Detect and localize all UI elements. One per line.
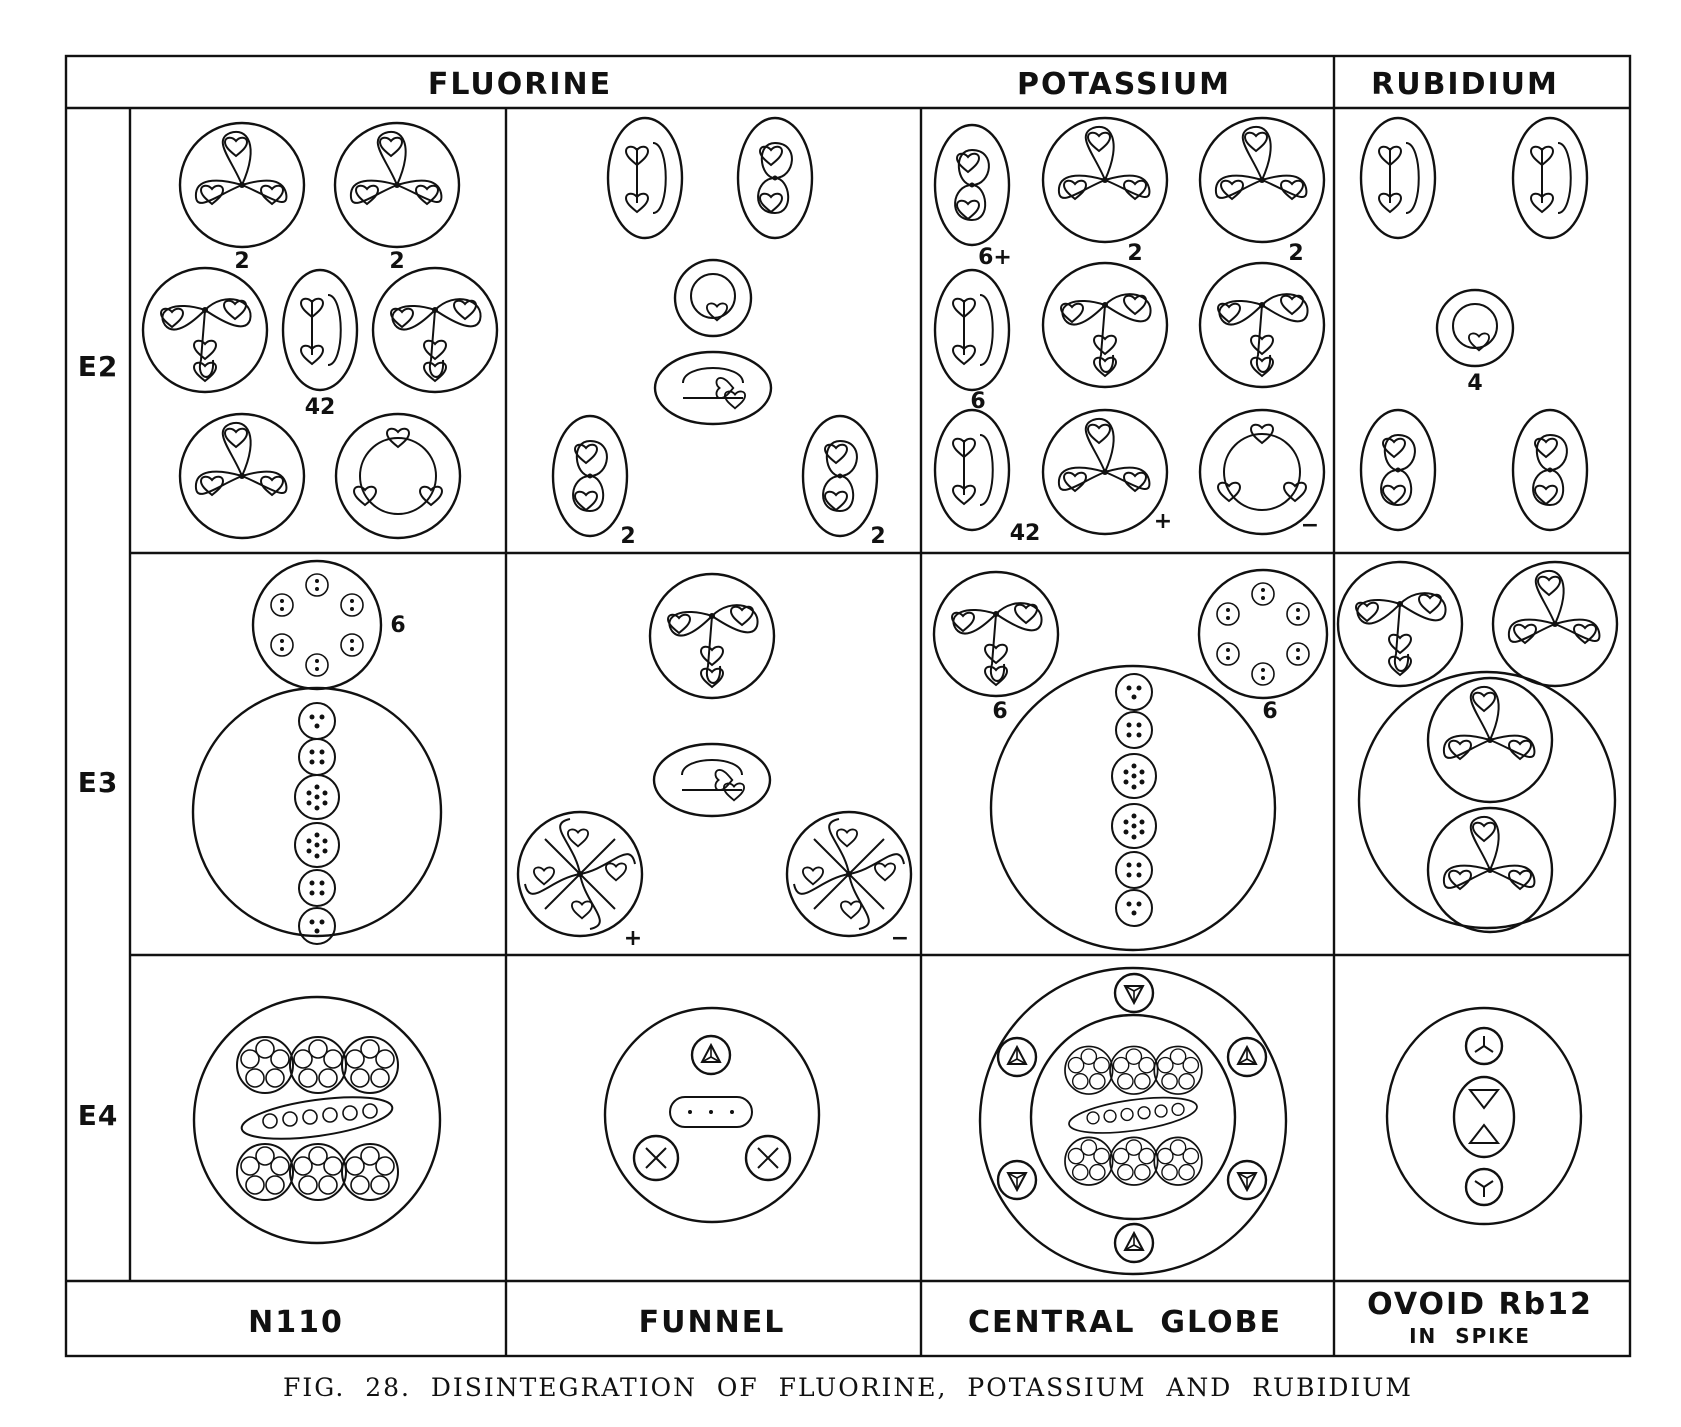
count-label: 42 — [1009, 521, 1041, 546]
count-label: 6 — [992, 699, 1008, 724]
hexad-body — [253, 561, 381, 689]
count-label: 2 — [1127, 241, 1143, 266]
duad-body — [935, 125, 1009, 245]
duad-body — [655, 352, 771, 424]
e4-rubidium-cell — [1387, 1008, 1581, 1224]
duad-body — [608, 118, 682, 238]
outer-sphere — [605, 1008, 819, 1222]
row-label-e2: E2 — [77, 350, 119, 383]
e4-fluorine-funnel-cell — [605, 1008, 819, 1222]
single-body — [675, 260, 751, 336]
triad-body — [1043, 263, 1167, 387]
duad-body — [738, 118, 812, 238]
duad-body — [803, 416, 877, 536]
quartet-body — [518, 812, 642, 936]
triad-body — [143, 268, 267, 392]
e4-potassium-cell — [980, 968, 1286, 1274]
triad-body — [1200, 263, 1324, 387]
e3-rubidium-cell — [1338, 562, 1617, 932]
e2-fluorine-funnel-cell — [553, 118, 886, 549]
triad-ring-body — [336, 414, 460, 538]
e2-rubidium-cell — [1361, 118, 1587, 530]
triad-body — [335, 123, 459, 247]
e4-fluorine-n110-cell — [194, 997, 440, 1243]
duad-body — [283, 270, 357, 390]
e2-potassium-cell — [935, 118, 1324, 546]
footer-ovoid: OVOID Rb12 — [1367, 1287, 1593, 1322]
count-label: 2 — [389, 249, 405, 274]
duad-body — [1513, 118, 1587, 238]
triad-body — [1043, 410, 1167, 534]
hexad-body — [1199, 570, 1327, 698]
charge-label: − — [1300, 513, 1320, 538]
triad-body — [934, 572, 1058, 696]
e3-potassium-cell — [934, 570, 1327, 950]
duad-body — [935, 270, 1009, 390]
count-label: 2 — [870, 524, 886, 549]
triad-body — [373, 268, 497, 392]
count-label: 2 — [234, 249, 250, 274]
charge-label: + — [1153, 509, 1173, 534]
header-rubidium: RUBIDIUM — [1371, 67, 1559, 102]
triad-body — [1428, 808, 1552, 932]
figure-caption: FIG. 28. DISINTEGRATION OF FLUORINE, POTASSIUM AND RUBIDIUM — [283, 1373, 1413, 1402]
footer-funnel: FUNNEL — [638, 1305, 786, 1340]
duad-body — [1513, 410, 1587, 530]
triad-body — [1428, 678, 1552, 802]
duad-body — [1361, 410, 1435, 530]
triad-body — [1493, 562, 1617, 686]
count-label: 4 — [1467, 371, 1483, 396]
charge-label: − — [890, 926, 910, 951]
triad-body — [1200, 118, 1324, 242]
e3-fluorine-funnel-cell — [518, 574, 911, 951]
triad-body — [1338, 562, 1462, 686]
duad-body — [553, 416, 627, 536]
triad-body — [1043, 118, 1167, 242]
count-label: 2 — [1288, 241, 1304, 266]
count-label: 2 — [620, 524, 636, 549]
single-body — [1437, 290, 1513, 366]
e2-fluorine-n110-cell — [143, 123, 497, 538]
duad-body — [935, 410, 1009, 530]
footer-n110: N110 — [248, 1305, 344, 1340]
row-label-e4: E4 — [77, 1099, 119, 1132]
header-potassium: POTASSIUM — [1016, 67, 1232, 102]
count-label: 6 — [1262, 699, 1278, 724]
e3-fluorine-n110-cell — [193, 561, 441, 944]
triad-body — [180, 123, 304, 247]
footer-central-globe: CENTRAL GLOBE — [968, 1305, 1282, 1340]
charge-label: + — [623, 926, 643, 951]
spike-sphere — [991, 666, 1278, 950]
triad-body — [180, 414, 304, 538]
count-label: 6 — [970, 389, 986, 414]
duad-body — [1361, 118, 1435, 238]
enclosing-sphere — [1359, 672, 1615, 928]
footer-in-spike: IN SPIKE — [1409, 1324, 1531, 1348]
duad-body — [654, 744, 770, 816]
count-label: 6+ — [978, 245, 1012, 270]
row-label-e3: E3 — [77, 766, 119, 799]
header-fluorine: FLUORINE — [427, 67, 613, 102]
count-label: 42 — [304, 395, 336, 420]
quartet-body — [787, 812, 911, 936]
count-label: 6 — [390, 613, 406, 638]
triad-body — [650, 574, 774, 698]
